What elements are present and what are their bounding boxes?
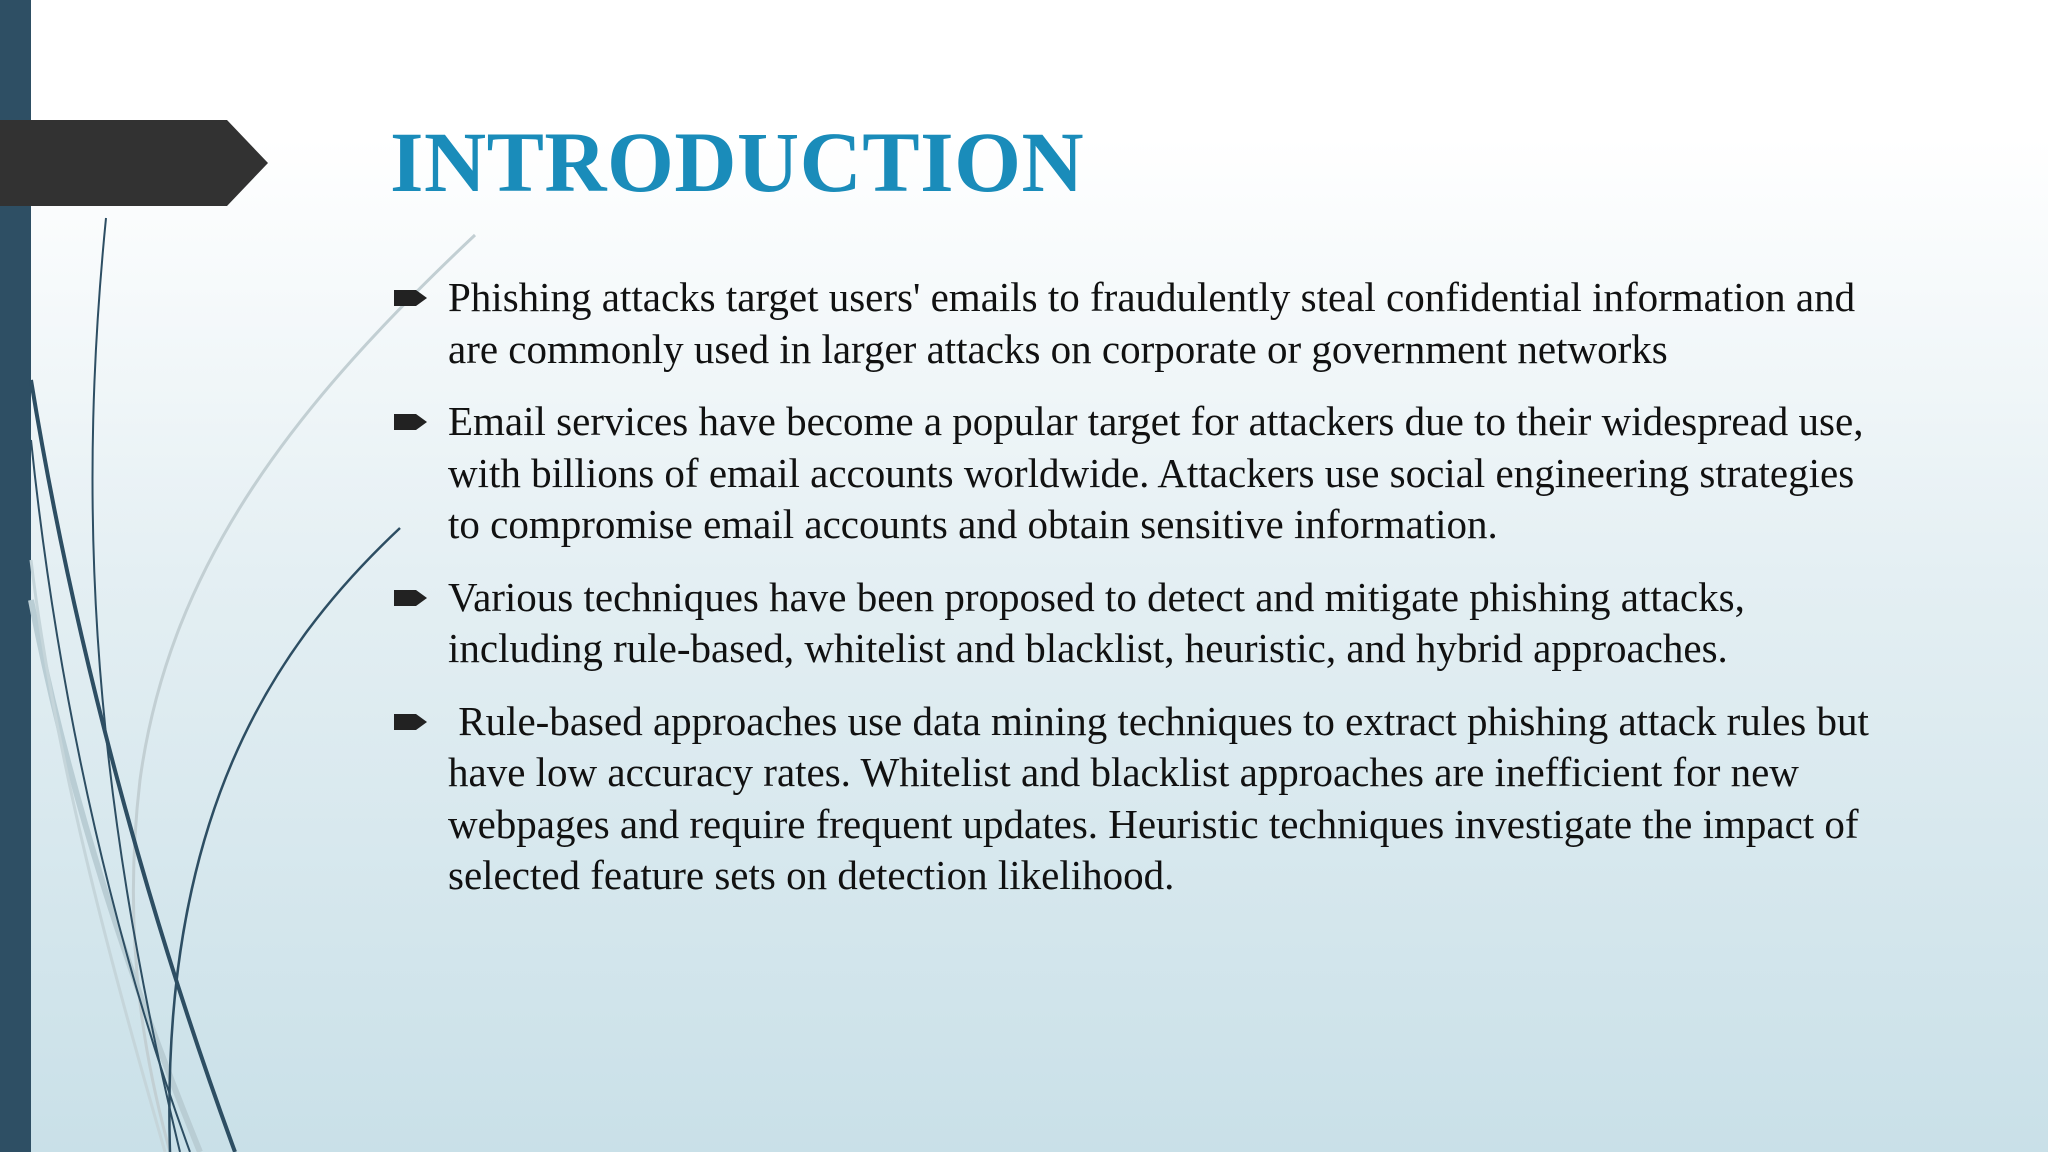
bullet-item [390, 272, 1870, 375]
title-tab-arrow [0, 120, 270, 206]
bullet-item [390, 396, 1870, 551]
bullet-item [390, 572, 1870, 675]
bullet-text: Rule-based approaches use data mining techniques to extract phishing attack rules but have low accuracy rates. Whitelist and blacklist approaches are inefficient for new webpages and require frequent updates. Heuristic techniques investigate the impact of selected feature sets on detection likelihood. [448, 697, 1880, 898]
bullet-item [390, 696, 1880, 902]
bullet-text: Phishing attacks target users' emails to fraudulently steal confidential information and are commonly used in larger attacks on corporate or government networks [448, 274, 1856, 372]
arrow-right-bullet-icon [394, 288, 428, 308]
bullet-text: Email services have become a popular target for attackers due to their widespread use, with billions of email accounts worldwide. Attackers use social engineering strategies to compromise email accounts and obtain sensitive information. [448, 398, 1864, 547]
arrow-right-bullet-icon [394, 412, 428, 432]
slide-title: INTRODUCTION [390, 114, 1085, 210]
arrow-right-bullet-icon [394, 588, 428, 608]
bullet-text: Various techniques have been proposed to detect and mitigate phishing attacks, including rule-based, whitelist and blacklist, heuristic, and hybrid approaches. [448, 573, 1745, 671]
arrow-right-bullet-icon [394, 712, 428, 732]
bullet-list [390, 272, 1880, 923]
